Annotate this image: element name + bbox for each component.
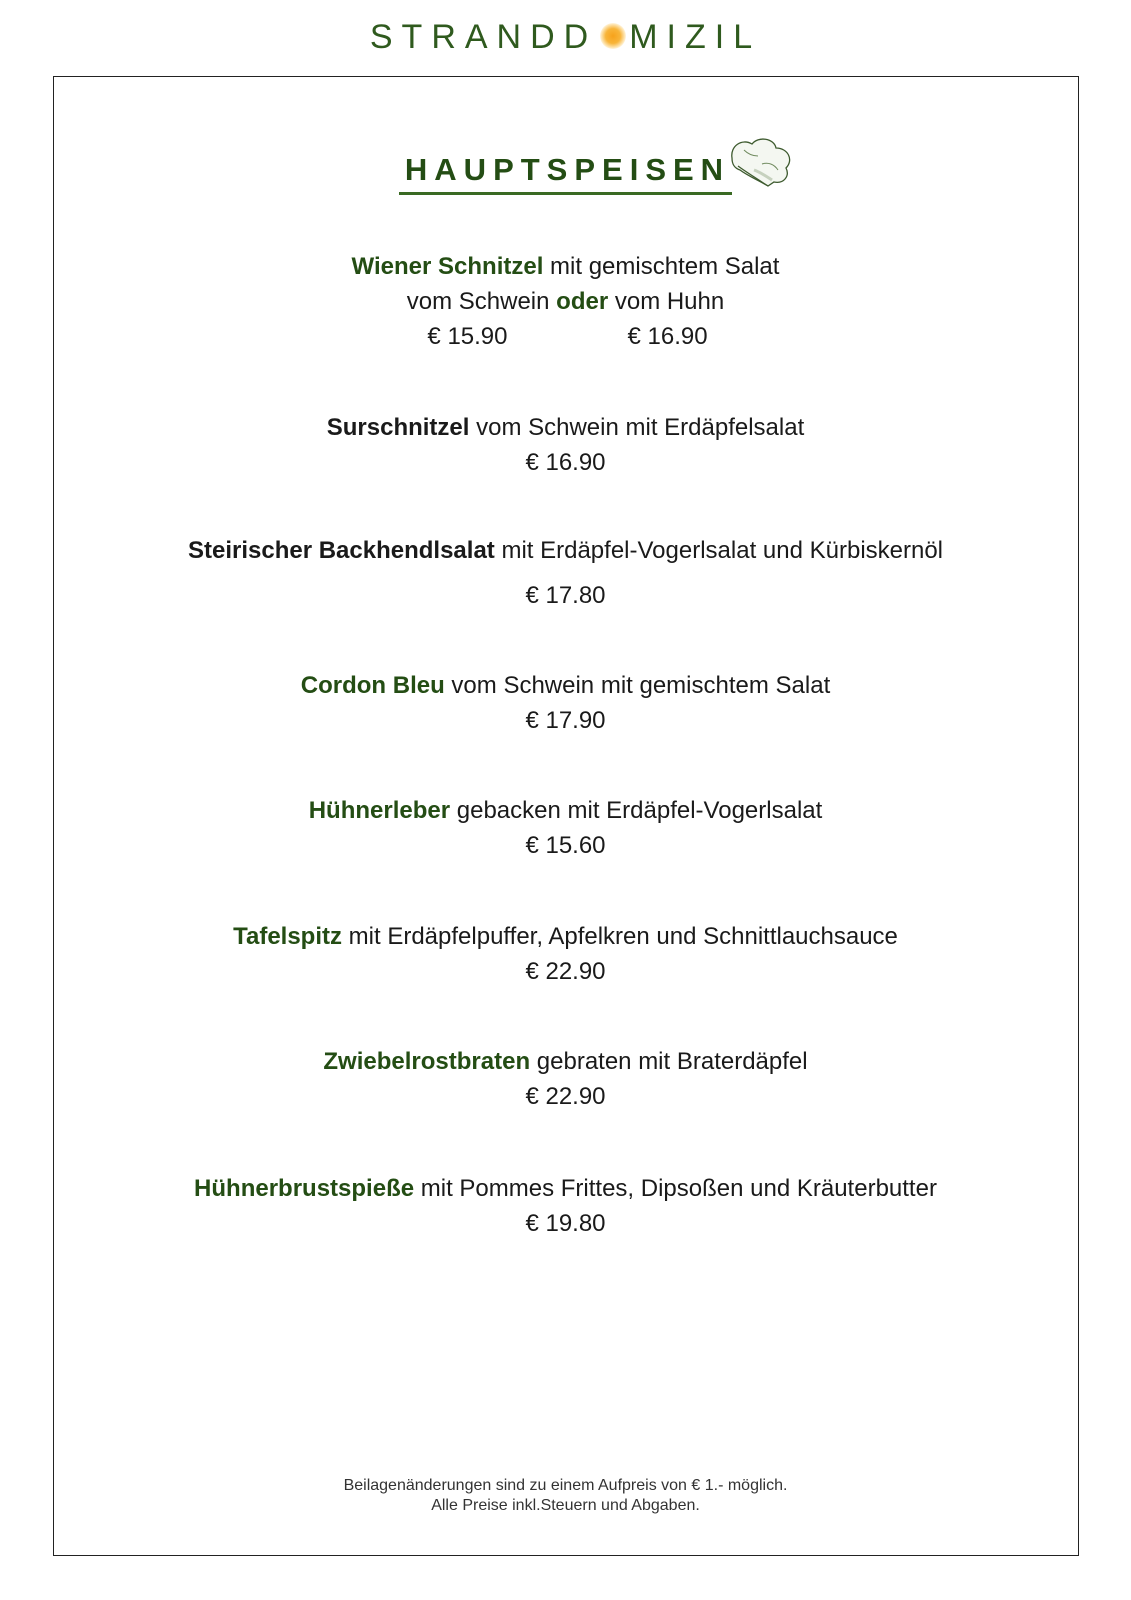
dish-name: Steirischer Backhendlsalat [187,537,495,564]
price: € 15.90 [427,323,508,350]
dish-desc: vom Schwein mit gemischtem Salat [444,672,831,699]
price: € 22.90 [525,958,606,985]
brand-logo [0,18,1131,57]
dish-desc: vom Schwein mit Erdäpfelsalat [469,414,805,441]
price: € 17.80 [525,582,606,609]
dish-option: vom Schwein [406,288,557,315]
dish-or: oder [556,288,609,315]
sun-icon [600,23,626,49]
price: € 16.90 [627,323,708,350]
menu-item-line [0,410,1131,445]
footer-note [0,1476,1131,1516]
menu-item-surschnitzel [0,410,1131,480]
menu-item-backhendlsalat [0,533,1131,613]
dish-name: Surschnitzel [326,414,470,441]
menu-item-huehnerleber [0,793,1131,863]
dish-desc: mit Pommes Frittes, Dipsoßen und Kräuterbutter [414,1175,937,1202]
menu-item-line [0,533,1131,568]
menu-item-line [0,793,1131,828]
dish-desc: mit Erdäpfel-Vogerlsalat und Kürbiskernöl [494,537,944,564]
price: € 15.60 [525,832,606,859]
dish-desc: gebacken mit Erdäpfel-Vogerlsalat [450,797,823,824]
price: € 17.90 [525,707,606,734]
price: € 19.80 [525,1210,606,1237]
dish-name: Zwiebelrostbraten [323,1048,531,1075]
menu-item-line [0,249,1131,284]
dish-option: vom Huhn [608,288,725,315]
menu-item-zwiebelrostbraten [0,1044,1131,1114]
dish-name: Hühnerleber [308,797,451,824]
menu-item-tafelspitz [0,919,1131,989]
dish-name: Tafelspitz [233,923,342,950]
chef-hat-icon [728,136,794,190]
menu-item-wiener-schnitzel [0,249,1131,354]
menu-item-line [0,668,1131,703]
price: € 16.90 [525,449,606,476]
menu-item-huehnerbrustspiesse [0,1171,1131,1241]
menu-item-line [0,1044,1131,1079]
dish-desc: mit gemischtem Salat [543,253,780,280]
menu-item-line [0,284,1131,319]
brand-part-2: MIZIL [629,18,762,56]
footer-line-1: Beilagenänderungen sind zu einem Aufpreis von € 1.- möglich. [343,1477,788,1494]
dish-name: Wiener Schnitzel [351,253,544,280]
dish-desc: gebraten mit Braterdäpfel [530,1048,808,1075]
footer-line-2: Alle Preise inkl.Steuern und Abgaben. [431,1497,700,1514]
dish-name: Hühnerbrustspieße [194,1175,415,1202]
dish-name: Cordon Bleu [300,672,445,699]
menu-item-line [0,919,1131,954]
menu-item-cordon-bleu [0,668,1131,738]
menu-item-line [0,1171,1131,1206]
price: € 22.90 [525,1083,606,1110]
dish-desc: mit Erdäpfelpuffer, Apfelkren und Schnittlauchsauce [342,923,898,950]
price-row [0,319,1131,354]
section-heading-wrap [0,152,1131,195]
brand-part-1: STRANDD [369,18,598,56]
section-title: HAUPTSPEISEN [399,152,732,195]
